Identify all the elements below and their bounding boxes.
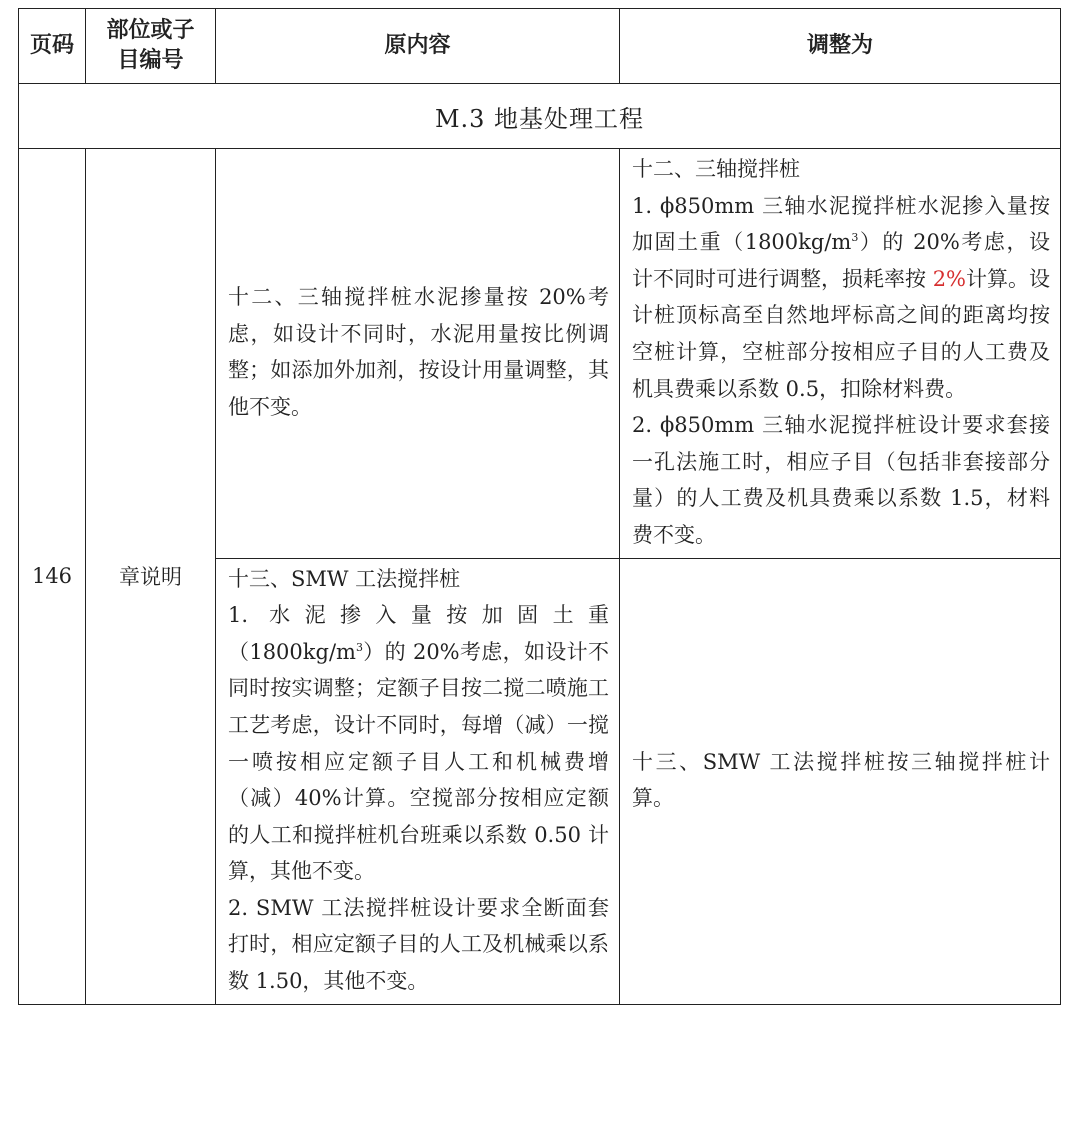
original-text-item13 bbox=[216, 559, 619, 1004]
adjusted-p2-item12: 2. ϕ850mm 三轴水泥搅拌桩设计要求套接一孔法施工时，相应子目（包括非套接部分量）的人工费及机具费乘以系数 1.5，材料费不变。 bbox=[632, 413, 1050, 547]
adjusted-cell-item13 bbox=[620, 558, 1061, 1004]
adjustment-table bbox=[18, 8, 1061, 1005]
header-part: 部位或子 目编号 bbox=[86, 9, 216, 84]
original-p2-item13: 2. SMW 工法搅拌桩设计要求全断面套打时，相应定额子目的人工及机械乘以系数 1.50，其他不变。 bbox=[228, 895, 609, 994]
header-page: 页码 bbox=[19, 9, 86, 84]
original-title-item13: 十三、SMW 工法搅拌桩 bbox=[228, 566, 461, 591]
adjusted-cell-item12 bbox=[620, 149, 1061, 559]
adjusted-p1-item12: 1. ϕ850mm 三轴水泥搅拌桩水泥掺入量按加固土重$(1800kg/m^3)$的 20%考虑，设计不同时可进行调整，损耗率按 2%计算。设计桩顶标高至自然地坪标高之间的距离均按空桩计算，空桩部分按相应子目的人工费及机具费乘以系数 0.5，扣除材料费。 bbox=[632, 193, 1051, 401]
part-cell: 章说明 bbox=[86, 149, 216, 1005]
section-row bbox=[19, 84, 1061, 149]
section-title: M.3 地基处理工程 bbox=[19, 84, 1061, 149]
original-cell-item13 bbox=[216, 558, 620, 1004]
adjusted-title-item12: 十二、三轴搅拌桩 bbox=[632, 157, 800, 181]
header-row bbox=[19, 9, 1061, 84]
adjusted-text-item13: 十三、SMW 工法搅拌桩按三轴搅拌桩计算。 bbox=[632, 749, 1050, 811]
table-row bbox=[19, 149, 1061, 559]
original-cell-item12 bbox=[216, 149, 620, 559]
page-number-cell: 146 bbox=[19, 149, 86, 1005]
adjusted-text-item12 bbox=[620, 149, 1060, 558]
header-adjusted: 调整为 bbox=[620, 9, 1061, 84]
original-text-item12: 十二、三轴搅拌桩水泥掺量按 20%考虑，如设计不同时，水泥用量按比例调整；如添加外加剂，按设计用量调整，其他不变。 bbox=[228, 285, 609, 419]
original-p1-item13: 1. 水泥掺入量按加固土重$(1800kg/m^3)$的 20%考虑，如设计不同时按实调整；定额子目按二搅二喷施工工艺考虑，设计不同时，每增（减）一搅一喷按相应定额子目人工和机械费增（减）40%计算。空搅部分按相应定额的人工和搅拌桩机台班乘以系数 0.50 计算，其他不变。 bbox=[228, 603, 609, 884]
loss-rate-highlight: 2% bbox=[932, 266, 967, 291]
header-original: 原内容 bbox=[216, 9, 620, 84]
